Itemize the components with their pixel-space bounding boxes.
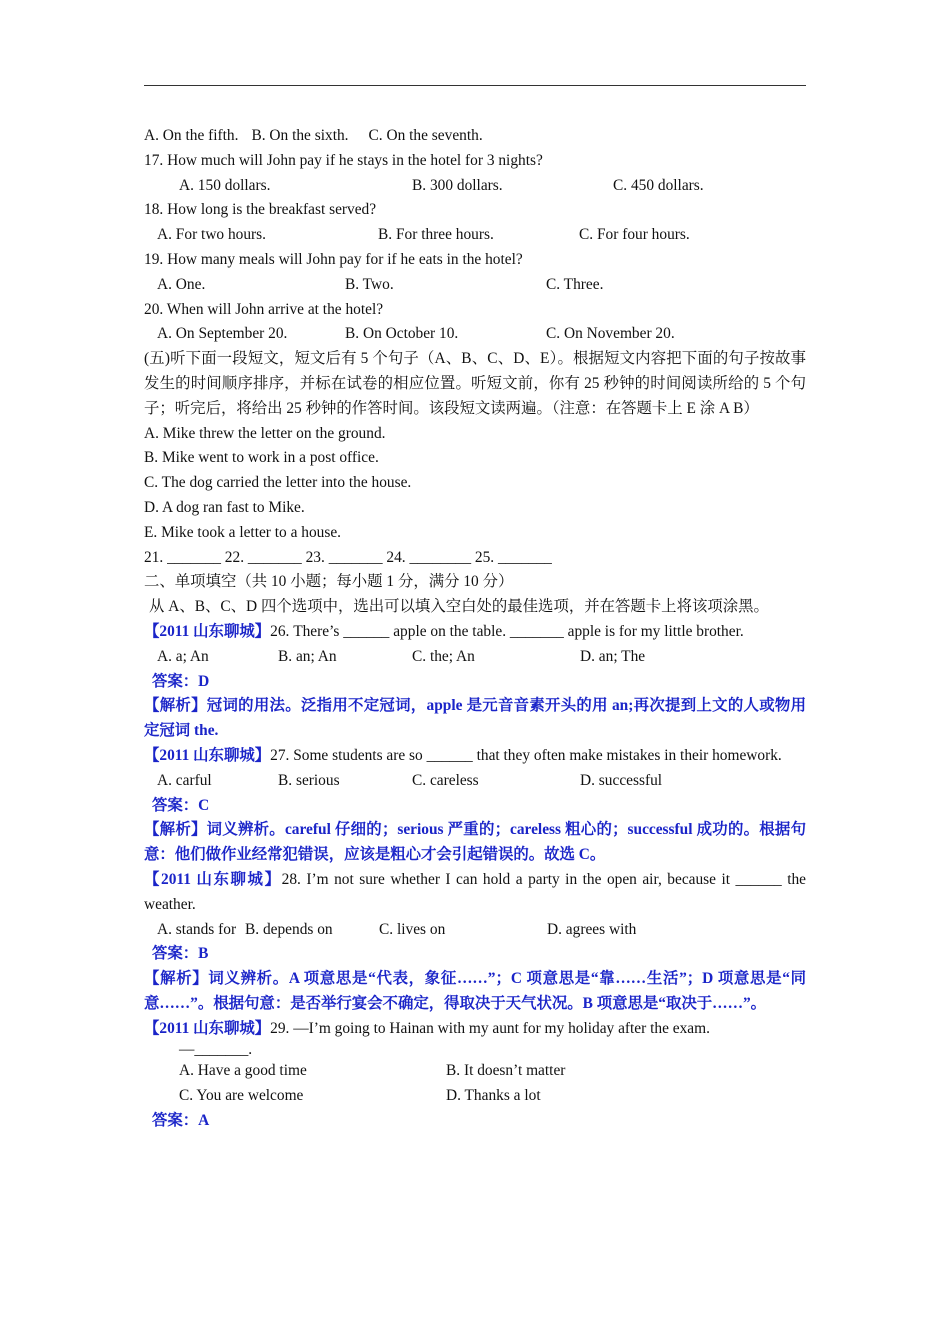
- question-line: [144, 620, 806, 645]
- text-line: 二、单项填空（共 10 小题；每小题 1 分，满分 10 分）: [144, 573, 514, 591]
- option: C. On November 20.: [546, 325, 675, 343]
- question-text: 28. I’m not sure whether I can hold a party in the open air, because it ______ the weather.: [144, 870, 807, 913]
- option: C. You are welcome: [179, 1087, 304, 1105]
- source-tag: 【2011 山东聊城】: [144, 1019, 271, 1037]
- header-rule: [144, 85, 806, 86]
- option: D. an; The: [580, 647, 646, 665]
- answer-line: 答案：B: [152, 945, 209, 963]
- option-row: [144, 322, 806, 347]
- option: A. a; An: [157, 647, 209, 665]
- question-line: [144, 868, 806, 918]
- option: A. For two hours.: [157, 226, 267, 244]
- option: D. agrees with: [547, 920, 637, 938]
- answer-line: 答案：C: [152, 796, 210, 814]
- option: A. On September 20.: [157, 325, 288, 343]
- option: C. the; An: [412, 647, 475, 665]
- text-line: D. A dog ran fast to Mike.: [144, 498, 305, 516]
- text-line: 21. _______ 22. _______ 23. _______ 24. ________ 25. _______: [144, 548, 552, 566]
- question-text: 29. —I’m going to Hainan with my aunt for my holiday after the exam.: [270, 1019, 710, 1037]
- text-line: 17. How much will John pay if he stays in the hotel for 3 nights?: [144, 151, 543, 169]
- source-tag: 【2011 山东聊城】: [144, 746, 271, 764]
- option: A. Have a good time: [179, 1062, 307, 1080]
- option: D. successful: [580, 771, 663, 789]
- option-row: [144, 918, 806, 943]
- analysis-paragraph: 【解析】词义辨析。A 项意思是“代表，象征……”；C 项意思是“靠……生活”；D 项意思是“同意……”。根据句意：是否举行宴会不确定，得取决于天气状况。B 项意思是“取决于……”。: [144, 970, 806, 1012]
- option: C. careless: [412, 771, 479, 789]
- text-line: A. Mike threw the letter on the ground.: [144, 424, 386, 442]
- option-row: [144, 174, 806, 199]
- option: A. carful: [157, 771, 212, 789]
- option: B. an; An: [278, 647, 337, 665]
- question-text: 27. Some students are so ______ that they often make mistakes in their homework.: [270, 746, 782, 764]
- option: C. 450 dollars.: [613, 176, 704, 194]
- question-line: [144, 744, 806, 769]
- answer-line: 答案：A: [152, 1112, 210, 1130]
- option-row: [144, 1059, 806, 1084]
- text-line: 19. How many meals will John pay for if he eats in the hotel?: [144, 250, 523, 268]
- text-line: 20. When will John arrive at the hotel?: [144, 300, 384, 318]
- option-row: [144, 1084, 806, 1109]
- text-line: —_______.: [179, 1041, 253, 1059]
- option: A. On the fifth.: [144, 127, 239, 144]
- source-tag: 【2011 山东聊城】: [144, 622, 271, 640]
- option: D. Thanks a lot: [446, 1087, 541, 1105]
- option: C. For four hours.: [579, 226, 690, 244]
- text-line: 从 A、B、C、D 四个选项中，选出可以填入空白处的最佳选项，并在答题卡上将该项涂黑。: [149, 598, 769, 616]
- text-line: E. Mike took a letter to a house.: [144, 523, 342, 541]
- document-body: [144, 124, 806, 1134]
- answer-line: 答案：D: [152, 672, 210, 690]
- option: A. 150 dollars.: [179, 176, 271, 194]
- text-line: 18. How long is the breakfast served?: [144, 201, 377, 219]
- analysis-paragraph: 【解析】冠词的用法。泛指用不定冠词，apple 是元音音素开头的用 an;再次提到上文的人或物用定冠词 the.: [144, 697, 806, 740]
- instruction-paragraph: (五)听下面一段短文，短文后有 5 个句子（A、B、C、D、E）。根据短文内容把下面的句子按故事发生的时间顺序排序，并标在试卷的相应位置。听短文前，你有 25 秒钟的时间阅读所给的 5 个句子；听完后，将给出 25 秒钟的作答时间。该段短文读两遍。（注意：在答题卡上 E 涂 A B）: [144, 350, 806, 417]
- option: A. One.: [157, 275, 206, 293]
- option-row: [144, 645, 806, 670]
- option: A. stands for: [157, 920, 237, 938]
- option-row: [144, 124, 806, 149]
- text-line: C. The dog carried the letter into the house.: [144, 474, 412, 492]
- option-row: [144, 769, 806, 794]
- option: B. Two.: [345, 275, 394, 293]
- option: B. It doesn’t matter: [446, 1062, 566, 1080]
- option: B. On October 10.: [345, 325, 459, 343]
- option: C. Three.: [546, 275, 604, 293]
- option: C. lives on: [379, 920, 446, 938]
- option: B. depends on: [245, 920, 333, 938]
- option: B. For three hours.: [378, 226, 494, 244]
- option-row: [144, 273, 806, 298]
- analysis-paragraph: 【解析】词义辨析。careful 仔细的；serious 严重的；careless 粗心的；successful 成功的。根据句意：他们做作业经常犯错误，应该是粗心才会引起错误的。故选 C。: [144, 821, 806, 864]
- question-text: 26. There’s ______ apple on the table. _______ apple is for my little brother.: [270, 622, 744, 640]
- option: C. On the seventh.: [368, 127, 483, 144]
- option: B. On the sixth.: [251, 127, 349, 144]
- question-line: [144, 1017, 806, 1042]
- option: B. serious: [278, 771, 340, 789]
- source-tag: 【2011 山东聊城】: [144, 870, 282, 888]
- text-line: B. Mike went to work in a post office.: [144, 449, 379, 467]
- option-row: [144, 223, 806, 248]
- option: B. 300 dollars.: [412, 176, 503, 194]
